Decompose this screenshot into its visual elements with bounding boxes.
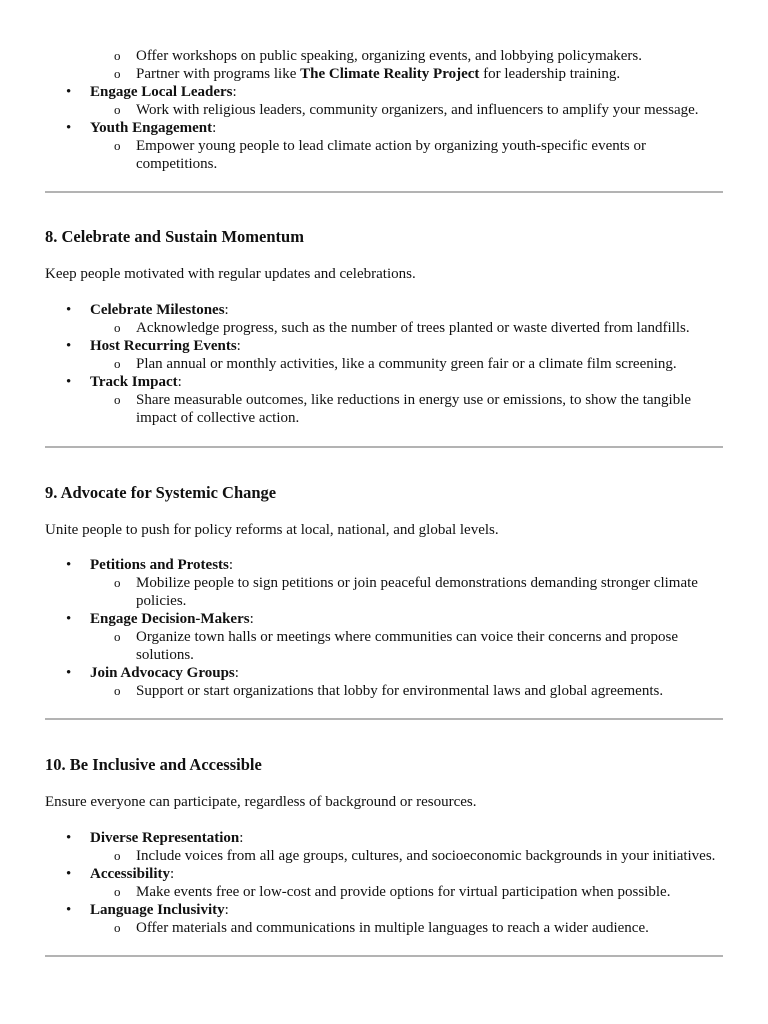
list-item <box>0 829 768 847</box>
list-item <box>0 319 768 337</box>
sub-bullet: o <box>114 629 121 644</box>
section-10-list <box>0 829 768 937</box>
sub-item-text-post: for leadership training. <box>479 66 621 82</box>
list-item <box>0 119 768 137</box>
horizontal-rule <box>45 191 723 193</box>
colon: : <box>212 120 217 136</box>
main-list <box>0 829 768 937</box>
list-item <box>0 47 768 65</box>
list-item <box>0 101 768 119</box>
sub-item-text: Offer workshops on public speaking, organizing events, and lobbying policymakers. <box>136 48 643 64</box>
sub-bullet: o <box>114 575 121 590</box>
list-item <box>0 682 768 700</box>
main-list <box>0 83 768 173</box>
sub-item-text: Mobilize people to sign petitions or join peaceful demonstrations demanding stronger climate policies. <box>136 575 698 609</box>
colon: : <box>224 902 229 918</box>
list-item <box>0 610 768 628</box>
item-title: Diverse Representation <box>90 830 240 846</box>
list-item <box>0 65 768 83</box>
sub-bullet: o <box>114 392 121 407</box>
sub-bullet: o <box>114 48 121 63</box>
bullet: • <box>66 374 72 390</box>
sub-item-text: Share measurable outcomes, like reductions in energy use or emissions, to show the tangible impact of collective action. <box>136 392 692 426</box>
sub-bullet: o <box>114 66 121 81</box>
list-item <box>0 337 768 355</box>
sub-bullet: o <box>114 356 121 371</box>
colon: : <box>236 338 241 354</box>
main-list <box>0 301 768 427</box>
item-title: Celebrate Milestones <box>90 302 225 318</box>
list-item <box>0 574 768 610</box>
sub-bullet: o <box>114 884 121 899</box>
list-item <box>0 628 768 664</box>
list-item <box>0 919 768 937</box>
item-title: Engage Decision-Makers <box>90 611 250 627</box>
sub-item-text: Make events free or low-cost and provide options for virtual participation when possible. <box>136 884 671 900</box>
colon: : <box>249 611 254 627</box>
bullet: • <box>66 902 72 918</box>
sub-bullet: o <box>114 138 121 153</box>
horizontal-rule <box>45 718 723 720</box>
section-heading: 8. Celebrate and Sustain Momentum <box>45 227 304 246</box>
bullet: • <box>66 557 72 573</box>
section-heading: 9. Advocate for Systemic Change <box>45 483 277 502</box>
sub-bullet: o <box>114 920 121 935</box>
bullet: • <box>66 866 72 882</box>
bullet: • <box>66 665 72 681</box>
sub-item-text: Acknowledge progress, such as the number of trees planted or waste diverted from landfills. <box>136 320 690 336</box>
horizontal-rule <box>45 446 723 448</box>
sub-item-text: Include voices from all age groups, cultures, and socioeconomic backgrounds in your initiatives. <box>136 848 716 864</box>
bullet: • <box>66 830 72 846</box>
section-heading: 10. Be Inclusive and Accessible <box>45 755 262 774</box>
section-9-list <box>0 556 768 700</box>
list-item <box>0 83 768 101</box>
sub-bullet: o <box>114 320 121 335</box>
sub-item-text: Work with religious leaders, community organizers, and influencers to amplify your message. <box>136 102 699 118</box>
colon: : <box>224 302 229 318</box>
colon: : <box>239 830 244 846</box>
main-list <box>0 556 768 700</box>
list-item <box>0 301 768 319</box>
item-title: Track Impact <box>90 374 178 390</box>
section-intro: Keep people motivated with regular updates and celebrations. <box>45 266 416 282</box>
item-title: Youth Engagement <box>90 120 213 136</box>
sub-bullet: o <box>114 848 121 863</box>
section-8-list <box>0 301 768 427</box>
list-item <box>0 355 768 373</box>
list-item <box>0 137 768 173</box>
bullet: • <box>66 120 72 136</box>
colon: : <box>177 374 182 390</box>
sub-bullet: o <box>114 683 121 698</box>
colon: : <box>228 557 234 573</box>
colon: : <box>170 866 175 882</box>
list-item <box>0 391 768 427</box>
list-item <box>0 901 768 919</box>
item-title: Host Recurring Events <box>90 338 237 354</box>
bullet: • <box>66 302 72 318</box>
bullet: • <box>66 84 72 100</box>
list-item <box>0 865 768 883</box>
item-title: Petitions and Protests <box>90 557 229 573</box>
sub-item-text: Offer materials and communications in multiple languages to reach a wider audience. <box>136 920 649 936</box>
item-title: Language Inclusivity <box>90 902 225 918</box>
section-intro: Unite people to push for policy reforms at local, national, and global levels. <box>45 522 499 538</box>
continued-list <box>0 47 768 173</box>
list-item <box>0 664 768 682</box>
sub-item-text: Empower young people to lead climate action by organizing youth-specific events or competitions. <box>136 138 646 172</box>
item-title: Engage Local Leaders <box>90 84 233 100</box>
sub-list <box>0 47 768 83</box>
section-intro: Ensure everyone can participate, regardless of background or resources. <box>45 794 477 810</box>
list-item <box>0 373 768 391</box>
sub-item-text: Organize town halls or meetings where communities can voice their concerns and propose solutions. <box>136 629 679 663</box>
climate-reality-project-name: The Climate Reality Project <box>300 66 480 82</box>
sub-item-text-pre: Partner with programs like <box>136 66 301 82</box>
list-item <box>0 556 768 574</box>
bullet: • <box>66 338 72 354</box>
sub-item-text: Support or start organizations that lobby for environmental laws and global agreements. <box>136 683 664 699</box>
bullet: • <box>66 611 72 627</box>
item-title: Accessibility <box>90 866 170 882</box>
sub-item-text: Plan annual or monthly activities, like a community green fair or a climate film screening. <box>136 356 677 372</box>
list-item <box>0 883 768 901</box>
item-title: Join Advocacy Groups <box>90 665 235 681</box>
sub-bullet: o <box>114 102 121 117</box>
horizontal-rule <box>45 955 723 957</box>
list-item <box>0 847 768 865</box>
colon: : <box>232 84 237 100</box>
colon: : <box>234 665 239 681</box>
